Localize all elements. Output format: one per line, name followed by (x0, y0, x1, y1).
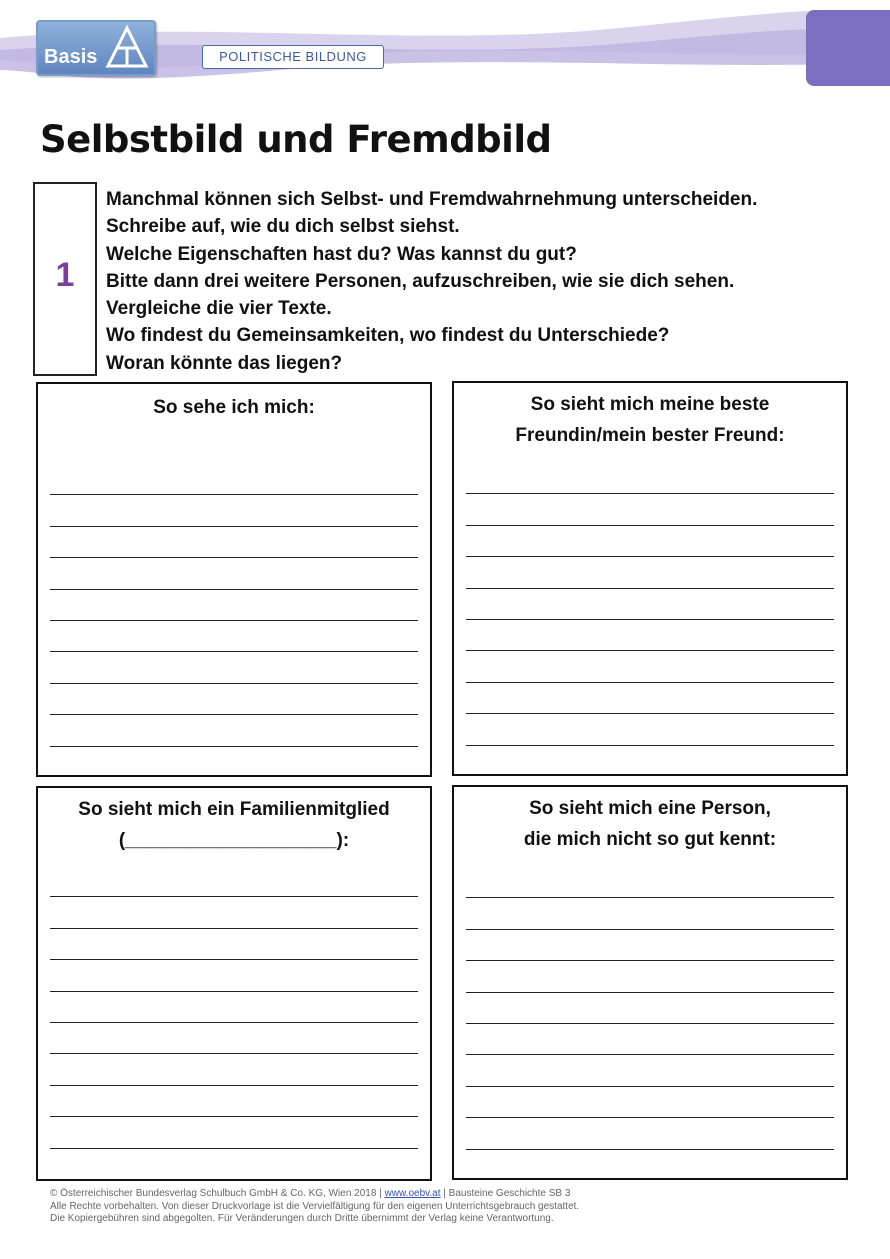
writing-line[interactable] (50, 960, 418, 991)
writing-line[interactable] (50, 684, 418, 715)
writing-line[interactable] (50, 527, 418, 558)
footer-line3: Die Kopiergebühren sind abgegolten. Für Veränderungen durch Dritte übernimmt der Verlag keine Verantwortung. (50, 1213, 554, 1224)
task-number-box (33, 182, 97, 376)
panel-heading: So sehe ich mich: (153, 397, 315, 418)
writing-line[interactable] (50, 1117, 418, 1148)
logo-text: Basis (44, 46, 98, 68)
writing-line[interactable] (466, 1024, 834, 1055)
panel-heading-line1: So sieht mich ein Familienmitglied (78, 799, 390, 820)
footer-publisher: © Österreichischer Bundesverlag Schulbuch GmbH & Co. KG, Wien 2018 | (50, 1188, 382, 1199)
footer-book: | Bausteine Geschichte SB 3 (443, 1188, 571, 1199)
footer-line2: Alle Rechte vorbehalten. Von dieser Druckvorlage ist die Vervielfältigung für den eigenen Unterrichtsgebrauch gestattet. (50, 1200, 580, 1212)
writing-line[interactable] (466, 930, 834, 961)
writing-lines[interactable] (466, 463, 834, 746)
writing-line[interactable] (466, 993, 834, 1024)
panel-heading-line1: So sieht mich eine Person, (529, 798, 771, 819)
writing-line[interactable] (50, 992, 418, 1023)
writing-line[interactable] (466, 463, 834, 494)
writing-line[interactable] (466, 714, 834, 745)
triangle-icon (104, 24, 150, 70)
writing-line[interactable] (466, 1055, 834, 1086)
instruction-line: Wo findest du Gemeinsamkeiten, wo findest du Unterschiede? (106, 325, 670, 347)
panel-heading-line2: Freundin/mein bester Freund: (515, 425, 785, 446)
writing-line[interactable] (466, 898, 834, 929)
instruction-line: Manchmal können sich Selbst- und Fremdwahrnehmung unterscheiden. (106, 189, 758, 210)
writing-lines[interactable] (50, 866, 418, 1149)
instruction-line: Bitte dann drei weitere Personen, aufzuschreiben, wie sie dich sehen. (106, 270, 735, 292)
writing-line[interactable] (466, 683, 834, 714)
writing-line[interactable] (50, 464, 418, 495)
instruction-line: Schreibe auf, wie du dich selbst siehst. (106, 216, 460, 238)
writing-lines[interactable] (466, 867, 834, 1150)
panel-self-view (36, 382, 432, 777)
writing-line[interactable] (50, 495, 418, 526)
publisher-link[interactable]: www.oebv.at (384, 1188, 441, 1199)
panel-heading-line2: (____________________): (118, 830, 350, 851)
writing-line[interactable] (50, 866, 418, 897)
writing-line[interactable] (466, 867, 834, 898)
writing-line[interactable] (50, 929, 418, 960)
panel-heading-line1: So sieht mich meine beste (530, 394, 770, 415)
writing-line[interactable] (466, 557, 834, 588)
writing-line[interactable] (50, 897, 418, 928)
task-number: 1 (55, 256, 75, 294)
writing-line[interactable] (50, 590, 418, 621)
writing-line[interactable] (50, 1086, 418, 1117)
subject-badge: POLITISCHE BILDUNG (202, 45, 384, 69)
writing-line[interactable] (466, 589, 834, 620)
writing-line[interactable] (466, 620, 834, 651)
page-title: Selbstbild und Fremdbild (40, 118, 552, 161)
footer-line1 (50, 1188, 579, 1201)
writing-line[interactable] (50, 1023, 418, 1054)
writing-line[interactable] (50, 1054, 418, 1085)
task-instructions (106, 186, 866, 377)
panel-stranger-view (452, 785, 848, 1180)
writing-line[interactable] (466, 494, 834, 525)
writing-line[interactable] (466, 651, 834, 682)
instruction-line: Vergleiche die vier Texte. (106, 298, 332, 320)
writing-line[interactable] (50, 652, 418, 683)
corner-tab (806, 10, 890, 86)
basis-logo (36, 20, 156, 76)
writing-line[interactable] (50, 621, 418, 652)
writing-line[interactable] (466, 1118, 834, 1149)
writing-line[interactable] (50, 558, 418, 589)
footer-copyright (50, 1188, 579, 1226)
writing-line[interactable] (466, 1087, 834, 1118)
instruction-line: Woran könnte das liegen? (106, 352, 343, 374)
writing-line[interactable] (466, 961, 834, 992)
panel-heading-line2: die mich nicht so gut kennt: (523, 829, 777, 850)
writing-lines[interactable] (50, 464, 418, 747)
writing-line[interactable] (466, 526, 834, 557)
panel-family-member-view (36, 786, 432, 1181)
instruction-line: Welche Eigenschaften hast du? Was kannst du gut? (106, 243, 577, 265)
panel-best-friend-view (452, 381, 848, 776)
writing-line[interactable] (50, 715, 418, 746)
